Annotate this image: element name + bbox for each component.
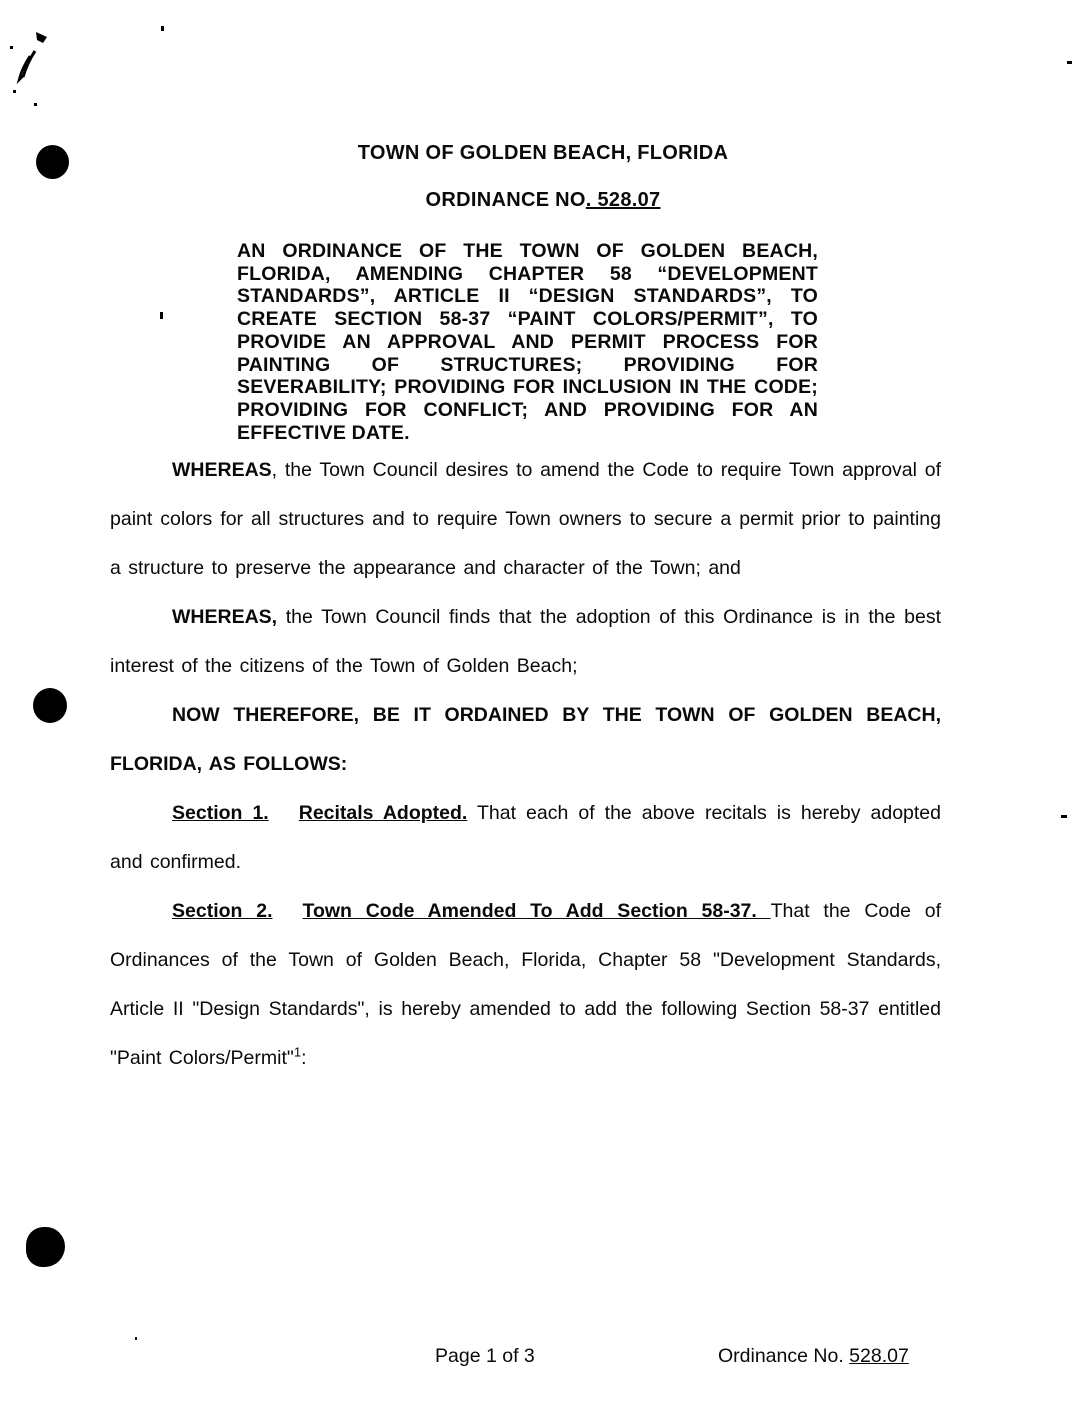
whereas-paragraph-1: [110, 446, 941, 593]
section-1-paragraph: [110, 789, 941, 887]
paragraph-text: NOW THEREFORE, BE IT ORDAINED BY THE TOWN OF GOLDEN BEACH, FLORIDA, AS FOLLOWS:: [110, 704, 941, 775]
section-2-paragraph: [110, 887, 941, 1083]
section-heading: Town Code Amended To Add Section 58-37.: [302, 900, 771, 922]
ordinance-summary: AN ORDINANCE OF THE TOWN OF GOLDEN BEACH, FLORIDA, AMENDING CHAPTER 58 “DEVELOPMENT STANDARDS”, ARTICLE II “DESIGN STANDARDS”, TO CREATE SECTION 58-37 “PAINT COLORS/PERMIT”, TO PROVIDE AN APPROVAL AND PERMIT PROCESS FOR PAINTING OF STRUCTURES; PROVIDING FOR SEVERABILITY; PROVIDING FOR INCLUSION IN THE CODE; PROVIDING FOR CONFLICT; AND PROVIDING FOR AN EFFECTIVE DATE.: [237, 240, 818, 444]
paragraph-lead: WHEREAS: [172, 459, 272, 481]
now-therefore-paragraph: [110, 691, 941, 789]
scan-speck: [135, 1337, 137, 1340]
section-heading: Recitals Adopted.: [298, 802, 468, 824]
hole-punch-dot: [26, 1227, 65, 1267]
paragraph-text: :: [301, 1047, 307, 1069]
scan-speck: [1067, 61, 1072, 64]
ordinance-heading-label: ORDINANCE NO: [425, 189, 586, 211]
whereas-paragraph-2: [110, 593, 941, 691]
ordinance-number-heading: [0, 189, 1086, 212]
document-body: [110, 446, 941, 1083]
footer-ordinance-value: 528.07: [849, 1345, 909, 1367]
page-number-label: Page 1 of 3: [435, 1345, 535, 1367]
section-number: Section 1.: [172, 802, 269, 824]
paragraph-text: That the Code of Ordinances of the Town of Golden Beach, Florida, Chapter 58 "Development Standards, Article II "Design Standards", is hereby amended to add the following Section 58-37 entitled "Paint Colors/Permit": [110, 900, 941, 1069]
paragraph-lead: WHEREAS,: [172, 606, 278, 628]
scan-speck: [1061, 815, 1067, 818]
footer-ordinance-label: Ordinance No.: [718, 1345, 850, 1367]
scan-speck: [160, 312, 163, 319]
footnote-marker: 1: [293, 1044, 302, 1060]
document-title: TOWN OF GOLDEN BEACH, FLORIDA: [357, 142, 729, 164]
paragraph-text: That each of the above recitals is hereby adopted and confirmed.: [110, 802, 941, 873]
scan-speck: [161, 26, 164, 31]
hole-punch-dot: [33, 688, 67, 723]
paragraph-text: , the Town Council desires to amend the Code to require Town approval of paint colors for all structures and to require Town owners to secure a permit prior to painting a structure to preserve the appearance and character of the Town; and: [110, 459, 941, 579]
ordinance-heading-number: . 528.07: [585, 189, 661, 211]
pen-scribble-mark: [6, 18, 96, 118]
section-number: Section 2.: [172, 900, 273, 922]
footer-ordinance-number: [718, 1345, 909, 1368]
paragraph-text: the Town Council finds that the adoption of this Ordinance is in the best interest of the citizens of the Town of Golden Beach;: [110, 606, 941, 677]
